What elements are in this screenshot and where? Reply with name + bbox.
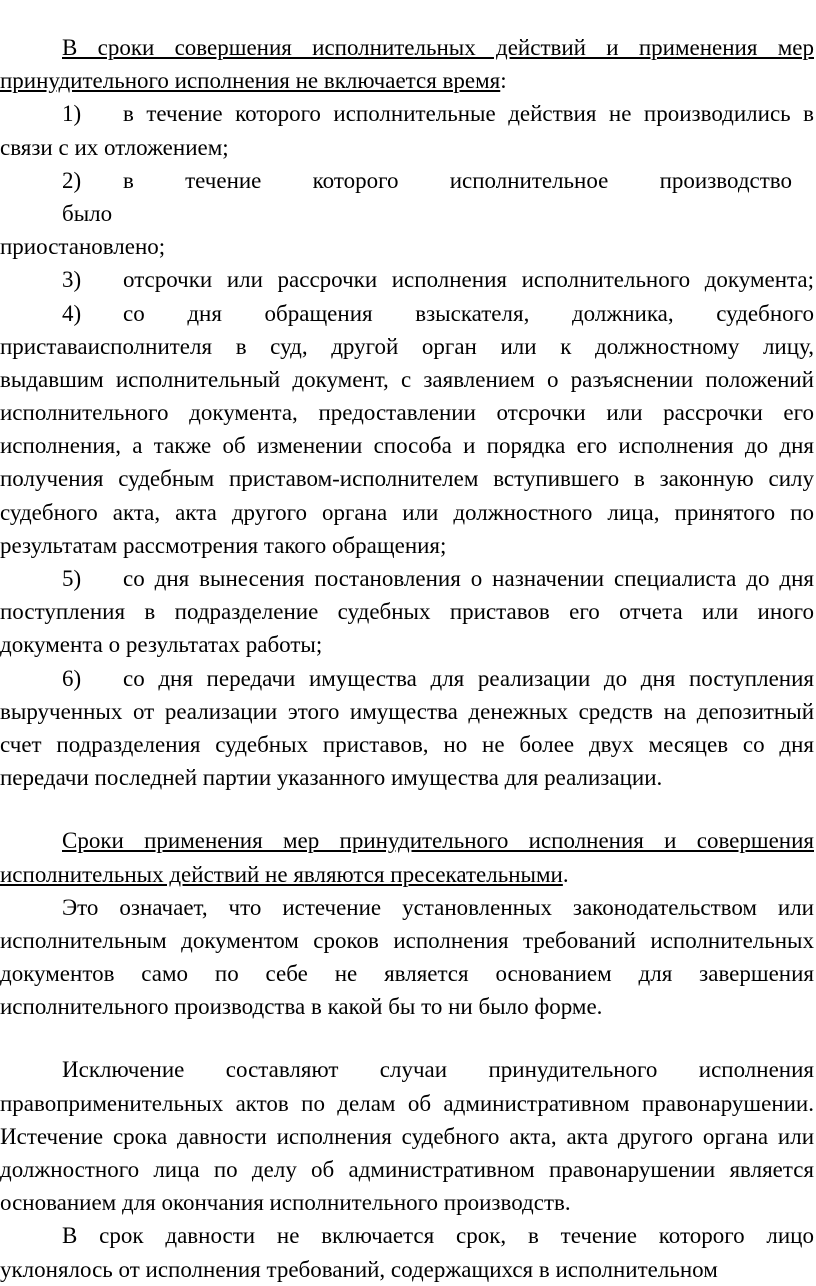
line-text: вырученных от реализации этого имущества денежных средств на депозитный [0,698,814,724]
text-line [0,1053,814,1086]
line-text: в течение которого исполнительное производство [123,167,792,193]
document-page [0,31,814,1286]
list-number: 5) [62,566,82,591]
line-text: судебного акта, акта другого органа или должностного лица, принятого по [0,499,814,525]
line-text: документов само по себе не является основанием для завершения [0,961,814,987]
text-line [0,429,814,462]
underlined-text: В сроки совершения исполнительных действий и применения мер [62,35,814,60]
text-line [0,263,814,296]
line-text: : [500,68,507,94]
text-line [0,97,814,130]
line-text: правоприменительных актов по делам об административном правонарушении. [0,1090,814,1116]
line-text: документа о результатах работы; [0,632,323,658]
paragraph [0,31,814,97]
paragraph [0,263,814,296]
line-text: исполнительного производства в какой бы то ни было форме. [0,994,603,1020]
list-number: 6) [62,665,82,691]
paragraph [0,164,814,264]
text-line [0,529,814,562]
underlined-text: исполнительных действий не являются пресекательными [0,861,563,887]
underlined-text: Сроки применения мер принудительного исполнения и совершения [62,828,814,854]
text-line [0,924,814,957]
line-text: счет подразделения судебных приставов, но не более двух месяцев со дня [0,731,814,757]
text-line [0,230,814,263]
line-text: получения судебным приставом-исполнителем вступившего в законную силу [0,466,814,492]
text-line [0,957,814,990]
text-line [0,858,814,891]
line-text: . [562,861,569,887]
text-line [0,131,814,164]
paragraph [0,562,814,662]
paragraph [0,662,814,795]
text-line [0,31,814,64]
line-text: со дня вынесения постановления о назначении специалиста до дня [123,566,814,591]
line-text: результатам рассмотрения такого обращения; [0,532,447,558]
line-text: исполнения, а также об изменении способа и порядка его исполнения до дня [0,433,814,459]
paragraph [0,1219,814,1285]
line-text: в течение которого исполнительные действия не производились в [123,101,814,127]
paragraph-spacer [0,1023,814,1053]
paragraph [0,891,814,1024]
list-number: 3) [62,267,82,293]
text-line [0,824,814,857]
line-text: отсрочки или рассрочки исполнения исполнительного документа; [123,267,814,293]
line-text: уклонялось от исполнения требований, содержащихся в исполнительном [0,1256,718,1282]
line-text: со дня передачи имущества для реализации до дня поступления [123,665,814,691]
line-text: исполнительного документа, предоставлении отсрочки или рассрочки его [0,400,814,426]
line-text: поступления в подразделение судебных приставов его отчета или иного [0,599,814,625]
paragraph [0,824,814,890]
line-text: было [62,200,113,226]
text-line [0,1253,814,1286]
paragraph-spacer [0,794,814,824]
line-text: передачи последней партии указанного имущества для реализации. [0,765,663,791]
line-text: приставаисполнителя в суд, другой орган или к должностному лицу, [0,333,814,359]
text-line [0,330,814,363]
line-text: со дня обращения взыскателя, должника, судебного [123,300,814,326]
text-line [0,728,814,761]
text-line [0,662,814,695]
line-text: выдавшим исполнительный документ, с заявлением о разъяснении положений [0,366,814,392]
line-text: Истечение срока давности исполнения судебного акта, акта другого органа или [0,1123,814,1149]
line-text: исполнительным документом сроков исполнения требований исполнительных [0,927,814,953]
paragraph [0,297,814,563]
paragraph [0,97,814,163]
text-line [0,164,792,197]
text-line [0,64,814,97]
line-text: основанием для окончания исполнительного производств. [0,1190,571,1216]
list-number: 1) [62,101,82,127]
text-line [0,1186,814,1219]
text-line [0,297,814,330]
paragraph [0,1053,814,1219]
text-line [0,363,814,396]
text-line [0,628,814,661]
underlined-text: принудительного исполнения не включается время [0,68,501,94]
text-line [0,496,814,529]
text-line [0,1219,814,1252]
text-line [0,396,814,429]
line-text: связи с их отложением; [0,134,229,160]
list-number: 4) [62,300,82,326]
text-line [0,1087,814,1120]
text-line [0,462,814,495]
line-text: В срок давности не включается срок, в течение которого лицо [62,1223,814,1249]
text-line [0,197,814,230]
line-text: должностного лица по делу об административном правонарушении является [0,1157,814,1182]
list-number: 2) [62,167,82,193]
text-line [0,990,814,1023]
line-text: приостановлено; [0,234,166,260]
text-line [0,761,814,794]
text-line [0,562,814,595]
line-text: Исключение составляют случаи принудительного исполнения [62,1057,814,1083]
text-line [0,595,814,628]
text-line [0,1120,814,1153]
line-text: Это означает, что истечение установленных законодательством или [62,894,814,920]
text-line [0,891,814,924]
text-line [0,695,814,728]
text-line [0,1153,814,1186]
